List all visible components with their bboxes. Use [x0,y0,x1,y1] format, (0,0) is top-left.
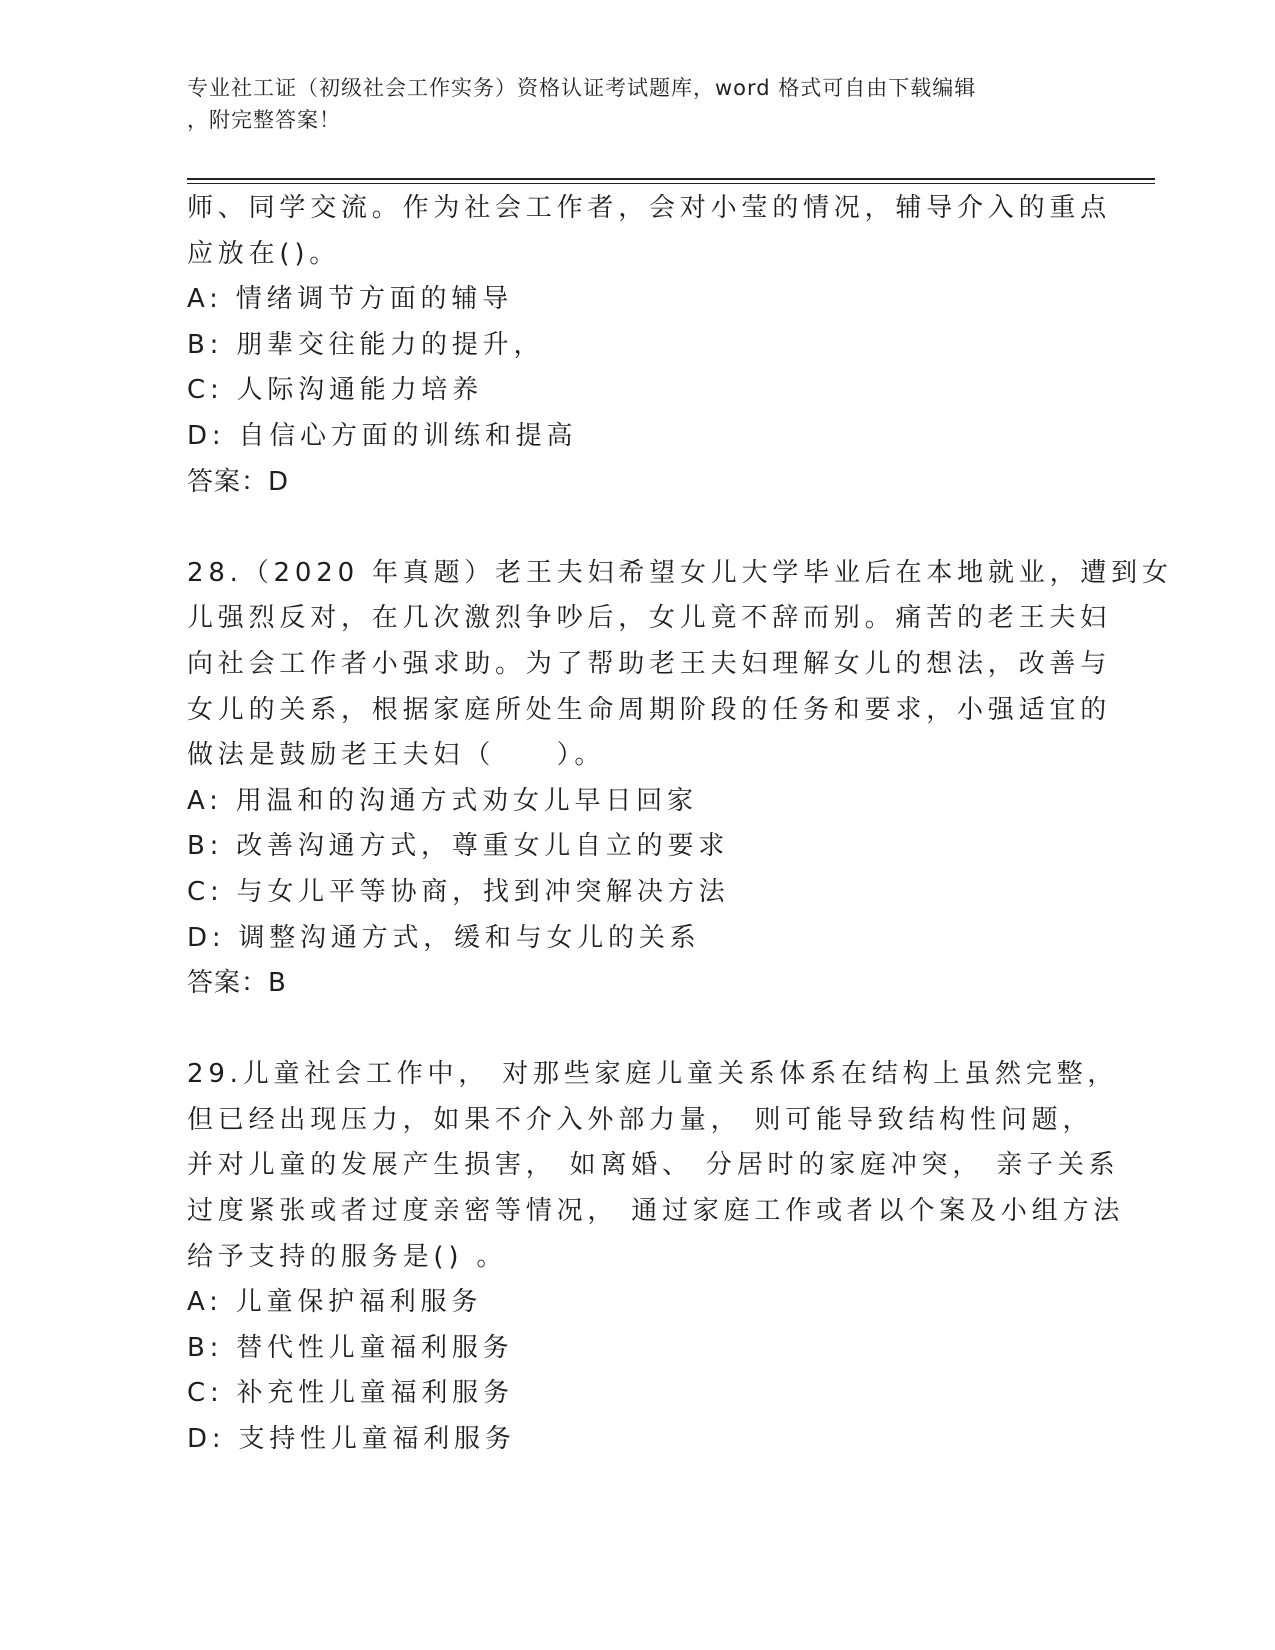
question-text-line: 过度紧张或者过度亲密等情况， 通过家庭工作或者以个案及小组方法 [187,1196,1125,1227]
question-text-line: 儿强烈反对，在几次激烈争吵后，女儿竟不辞而别。痛苦的老王夫妇 [187,603,1112,634]
question-text-line: 28.（2020 年真题）老王夫妇希望女儿大学毕业后在本地就业，遭到女 [187,557,1173,588]
question-28 [187,551,1173,1007]
option-b: B: 朋辈交往能力的提升， [187,329,545,360]
document-header [187,72,1067,136]
question-text-line: 29.儿童社会工作中， 对那些家庭儿童关系体系在结构上虽然完整， [187,1059,1119,1090]
option-a: A: 用温和的沟通方式劝女儿早日回家 [187,785,698,816]
question-text-line: 应放在()。 [187,238,341,269]
header-title-line-1: 专业社工证（初级社会工作实务）资格认证考试题库，word 格式可自由下载编辑 [187,76,977,100]
question-text-line: 但已经出现压力，如果不介入外部力量， 则可能导致结构性问题， [187,1104,1094,1135]
question-text-line: 并对儿童的发展产生损害， 如离婚、 分居时的家庭冲突， 亲子关系 [187,1150,1120,1181]
option-c: C: 补充性儿童福利服务 [187,1378,514,1409]
question-text-line: 师、同学交流。作为社会工作者，会对小莹的情况，辅导介入的重点 [187,193,1112,223]
option-a: A: 情绪调节方面的辅导 [187,284,513,315]
header-divider-thick [187,178,1155,180]
question-text-line: 女儿的关系，根据家庭所处生命周期阶段的任务和要求，小强适宜的 [187,694,1112,725]
header-title-line-2: ，附完整答案！ [187,108,341,132]
option-d: D: 调整沟通方式，缓和与女儿的关系 [187,922,701,953]
option-b: B: 替代性儿童福利服务 [187,1332,514,1363]
question-29 [187,1052,1125,1462]
option-c: C: 人际沟通能力培养 [187,375,483,406]
question-27 [187,186,1112,505]
answer-label: 答案：D [187,466,290,497]
question-text-line: 给予支持的服务是() 。 [187,1241,508,1272]
option-c: C: 与女儿平等协商，找到冲突解决方法 [187,876,730,907]
option-b: B: 改善沟通方式，尊重女儿自立的要求 [187,831,730,862]
option-d: D: 自信心方面的训练和提高 [187,420,578,451]
question-content [187,186,1173,1463]
spacer [187,505,1087,551]
spacer [187,1007,1087,1053]
question-text-line: 做法是鼓励老王夫妇（ ）。 [187,740,606,771]
question-text-line: 向社会工作者小强求助。为了帮助老王夫妇理解女儿的想法，改善与 [187,648,1112,679]
header-divider-thin [187,183,1155,184]
option-a: A: 儿童保护福利服务 [187,1287,483,1318]
answer-label: 答案：B [187,968,287,999]
option-d: D: 支持性儿童福利服务 [187,1424,516,1455]
